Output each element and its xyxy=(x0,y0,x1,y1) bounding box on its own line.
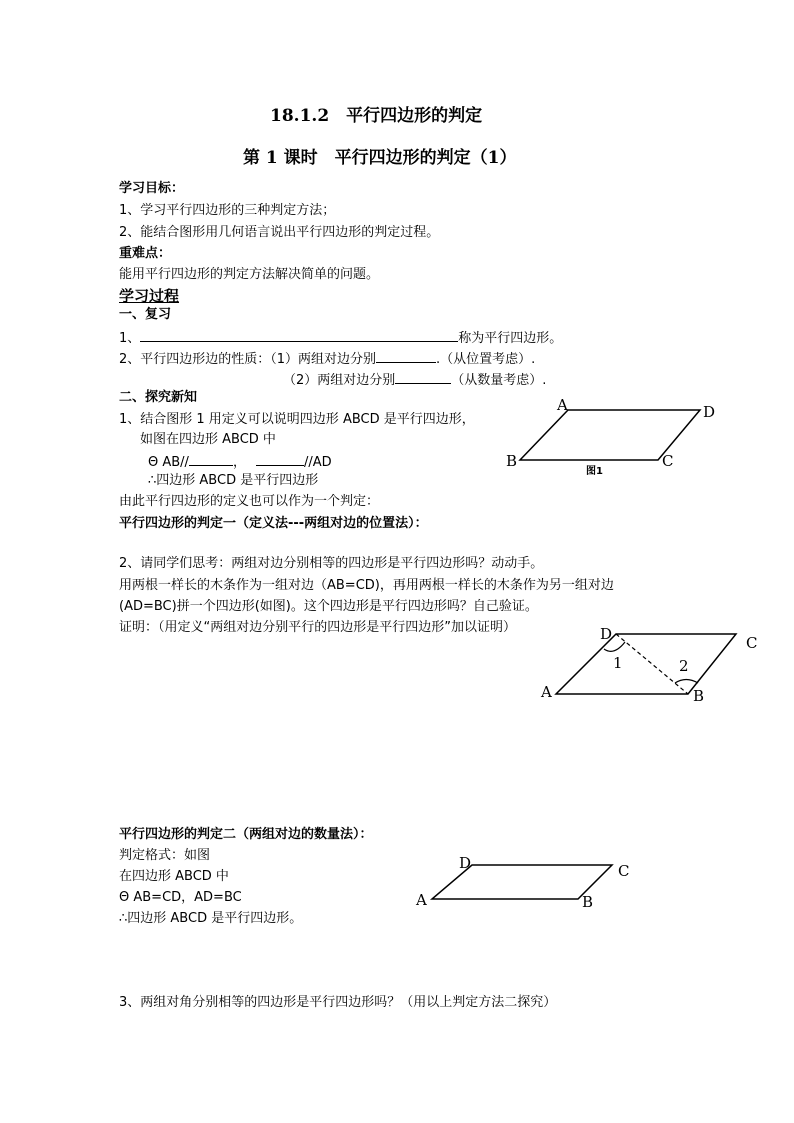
review-heading: 一、复习 xyxy=(119,307,172,322)
figure-1-parallelogram xyxy=(500,395,730,480)
method1-heading: 平行四边形的判定一（定义法---两组对边的位置法）： xyxy=(119,516,428,531)
cond-a-suffix: //AD xyxy=(303,455,332,470)
fig3-label-a: A xyxy=(416,891,427,909)
method2-line4: ∴四边形 ABCD 是平行四边形。 xyxy=(119,911,303,926)
fig2-shape xyxy=(556,634,736,694)
review-q1-prefix: 1、 xyxy=(119,331,141,346)
method2-heading: 平行四边形的判定二（两组对边的数量法）： xyxy=(119,827,373,842)
review-q2b-blank xyxy=(395,371,451,384)
q2-line4: 证明：（用定义“两组对边分别平行的四边形是平行四边形”加以证明） xyxy=(119,620,516,635)
fig1-label-c: C xyxy=(662,452,674,470)
fig1-label-a: A xyxy=(557,396,568,414)
explore-condition xyxy=(148,453,332,471)
explore-conclusion: ∴四边形 ABCD 是平行四边形 xyxy=(148,473,319,488)
figure-3-parallelogram xyxy=(412,848,642,913)
fig2-angle-2-arc xyxy=(675,680,698,684)
objective-item: 1、学习平行四边形的三种判定方法； xyxy=(119,203,336,218)
objective-item: 2、能结合图形用几何语言说出平行四边形的判定过程。 xyxy=(119,225,440,240)
review-q2 xyxy=(119,350,535,368)
review-q2b-suffix: （从数量考虑）. xyxy=(451,373,547,388)
cond-blank-1 xyxy=(189,453,233,466)
cond-a-sep: ， xyxy=(232,455,246,470)
page-title: 18.1.2 平行四边形的判定 xyxy=(270,106,483,126)
review-q1-blank xyxy=(140,329,458,342)
explore-p1: 1、结合图形 1 用定义可以说明四边形 ABCD 是平行四边形， xyxy=(119,412,475,427)
lesson-subtitle: 第 1 课时 平行四边形的判定（1） xyxy=(243,148,517,168)
fig2-diagonal xyxy=(616,634,688,694)
fig2-angle-1-label: 1 xyxy=(613,654,623,672)
fig3-label-b: B xyxy=(582,893,594,911)
process-heading: 学习过程 xyxy=(119,287,180,305)
fig2-label-c: C xyxy=(746,634,758,652)
cond-a-prefix: Θ AB// xyxy=(148,455,189,470)
method2-line1: 判定格式：如图 xyxy=(119,848,211,863)
cond-blank-2 xyxy=(256,453,304,466)
review-q1 xyxy=(119,329,562,347)
key-points-heading: 重难点： xyxy=(119,246,172,261)
review-q1-suffix: 称为平行四边形。 xyxy=(458,331,563,346)
fig2-angle-2-label: 2 xyxy=(679,657,689,675)
fig3-label-c: C xyxy=(618,862,630,880)
q2-line2: 用两根一样长的木条作为一组对边（AB=CD)，再用两根一样长的木条作为另一组对边 xyxy=(119,578,614,593)
explore-derived: 由此平行四边形的定义也可以作为一个判定： xyxy=(119,494,380,509)
review-q2-suffix: .（从位置考虑）. xyxy=(436,352,536,367)
fig2-label-d: D xyxy=(600,625,613,643)
review-q2-prefix: 2、平行四边形边的性质：（1）两组对边分别 xyxy=(119,352,377,367)
review-q2b xyxy=(283,371,546,389)
fig3-label-d: D xyxy=(459,854,472,872)
method2-line3: Θ AB=CD，AD=BC xyxy=(119,890,242,905)
fig2-label-a: A xyxy=(541,683,552,701)
q3-text: 3、两组对角分别相等的四边形是平行四边形吗？（用以上判定方法二探究） xyxy=(119,995,557,1010)
fig2-label-b: B xyxy=(693,687,705,705)
figure-2-parallelogram xyxy=(538,622,778,712)
method2-line2: 在四边形 ABCD 中 xyxy=(119,869,229,884)
fig1-label-d: D xyxy=(703,403,716,421)
q2-line1: 2、请同学们思考：两组对边分别相等的四边形是平行四边形吗？动动手。 xyxy=(119,556,544,571)
review-q2-blank xyxy=(376,350,436,363)
review-q2b-prefix: （2）两组对边分别 xyxy=(283,373,396,388)
explore-p1b: 如图在四边形 ABCD 中 xyxy=(140,432,276,447)
key-points-text: 能用平行四边形的判定方法解决简单的问题。 xyxy=(119,267,380,282)
explore-heading: 二、探究新知 xyxy=(119,390,198,405)
fig1-label-b: B xyxy=(506,452,518,470)
objectives-heading: 学习目标： xyxy=(119,181,185,196)
fig1-caption: 图1 xyxy=(586,466,603,477)
q2-line3: (AD=BC)拼一个四边形(如图)。这个四边形是平行四边形吗？自己验证。 xyxy=(119,599,538,614)
